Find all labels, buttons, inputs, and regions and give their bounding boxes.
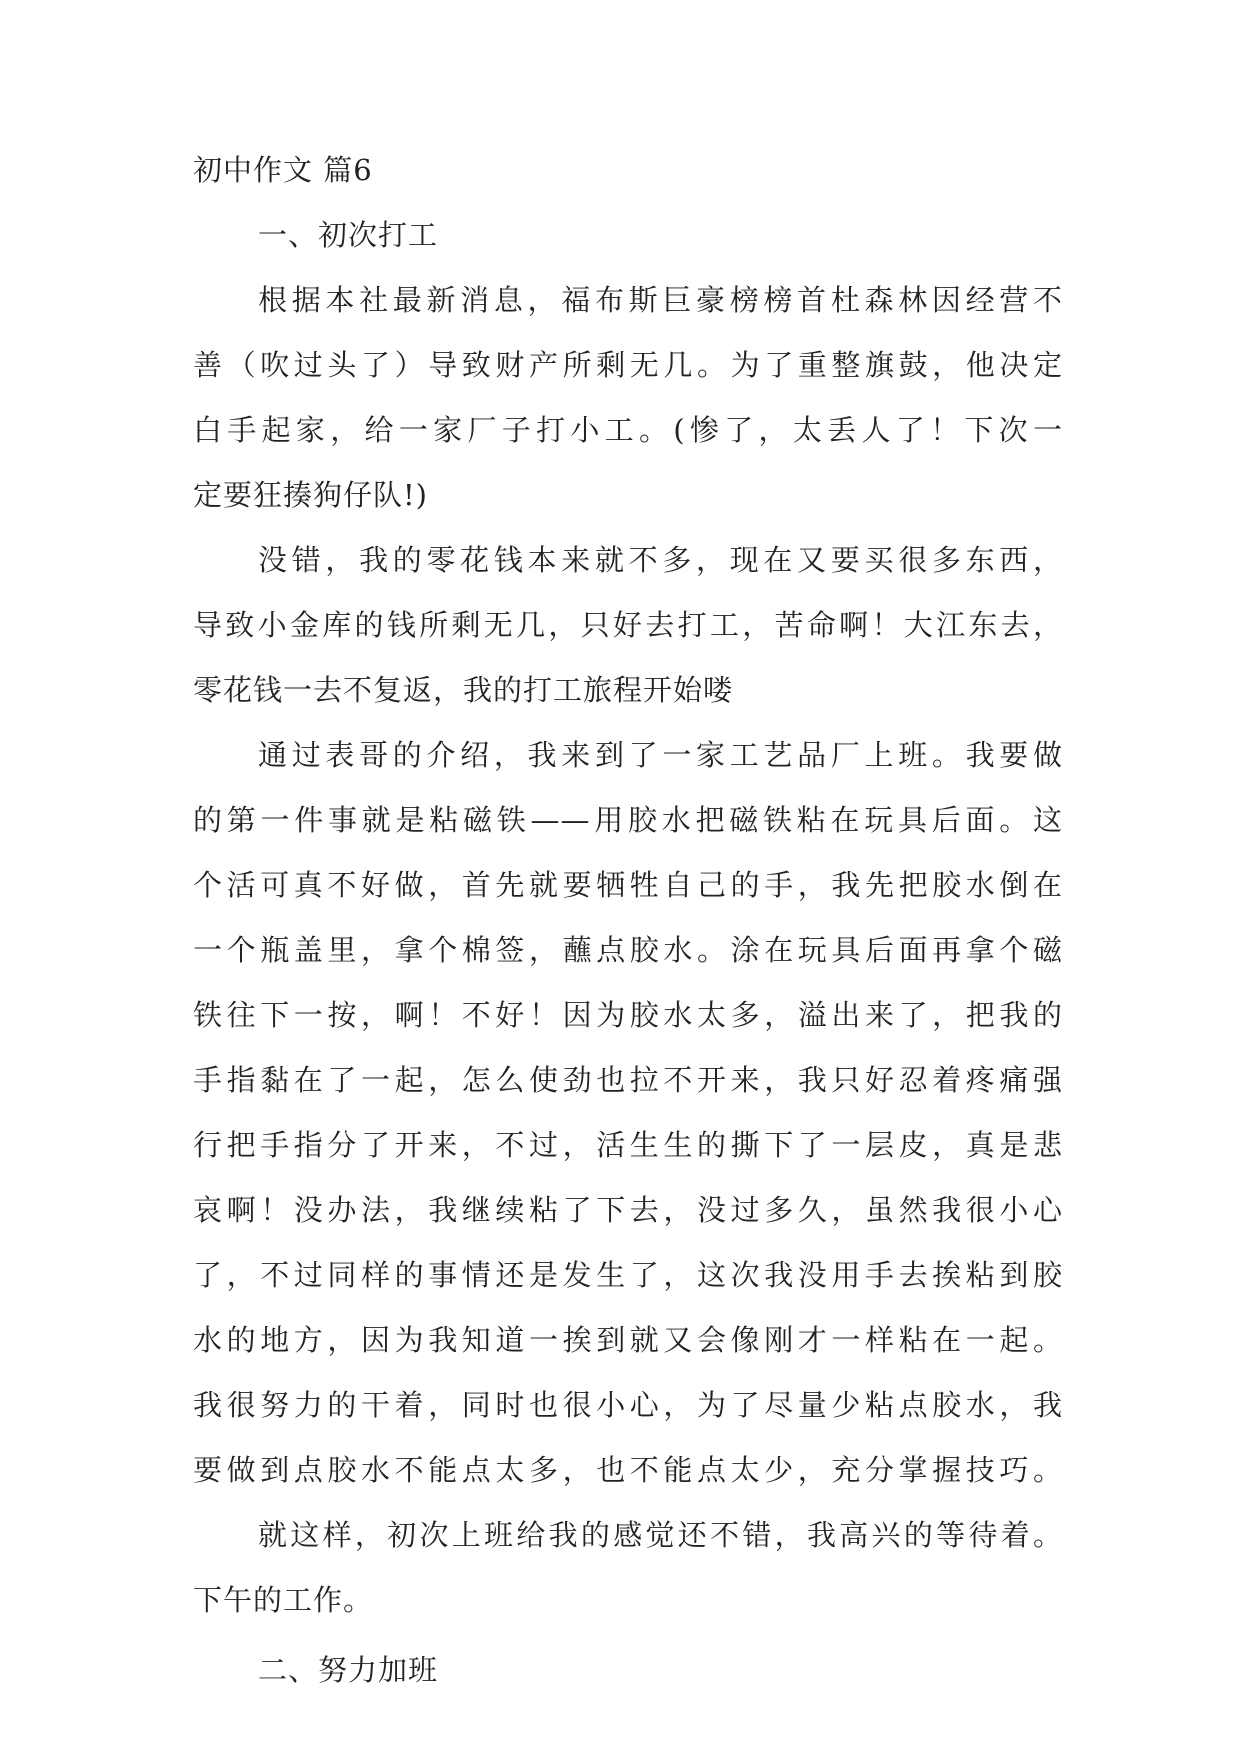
paragraph-line: 要做到点胶水不能点太多，也不能点太少，充分掌握技巧。 bbox=[193, 1453, 1063, 1487]
paragraph-line: 定要狂揍狗仔队!) bbox=[193, 478, 428, 512]
paragraph-line: 的第一件事就是粘磁铁——用胶水把磁铁粘在玩具后面。这 bbox=[193, 803, 1063, 837]
paragraph-line: 铁往下一按，啊！不好！因为胶水太多，溢出来了，把我的 bbox=[193, 998, 1063, 1032]
paragraph-line: 根据本社最新消息，福布斯巨豪榜榜首杜森林因经营不 bbox=[258, 283, 1063, 317]
paragraph-line: 通过表哥的介绍，我来到了一家工艺品厂上班。我要做 bbox=[258, 738, 1063, 772]
paragraph-line: 善（吹过头了）导致财产所剩无几。为了重整旗鼓，他决定 bbox=[193, 348, 1063, 382]
paragraph-line: 个活可真不好做，首先就要牺牲自己的手，我先把胶水倒在 bbox=[193, 868, 1063, 902]
paragraph-line: 水的地方，因为我知道一挨到就又会像刚才一样粘在一起。 bbox=[193, 1323, 1063, 1357]
paragraph-line: 就这样，初次上班给我的感觉还不错，我高兴的等待着。 bbox=[258, 1518, 1063, 1552]
paragraph-line: 我很努力的干着，同时也很小心，为了尽量少粘点胶水，我 bbox=[193, 1388, 1063, 1422]
paragraph-line: 没错，我的零花钱本来就不多，现在又要买很多东西， bbox=[258, 543, 1063, 577]
paragraph-line: 行把手指分了开来，不过，活生生的撕下了一层皮，真是悲 bbox=[193, 1128, 1063, 1162]
paragraph-line: 哀啊！没办法，我继续粘了下去，没过多久，虽然我很小心 bbox=[193, 1193, 1063, 1227]
paragraph-line: 零花钱一去不复返，我的打工旅程开始喽 bbox=[193, 673, 734, 707]
paragraph-line: 白手起家，给一家厂子打小工。(惨了，太丢人了！下次一 bbox=[193, 413, 1063, 447]
paragraph-line: 了，不过同样的事情还是发生了，这次我没用手去挨粘到胶 bbox=[193, 1258, 1063, 1292]
document-title: 初中作文 篇6 bbox=[193, 153, 373, 187]
section-heading-1: 一、初次打工 bbox=[258, 218, 439, 252]
paragraph-line: 手指黏在了一起，怎么使劲也拉不开来，我只好忍着疼痛强 bbox=[193, 1063, 1063, 1097]
section-heading-2: 二、努力加班 bbox=[258, 1653, 439, 1687]
paragraph-line: 一个瓶盖里，拿个棉签，蘸点胶水。涂在玩具后面再拿个磁 bbox=[193, 933, 1063, 967]
paragraph-line: 下午的工作。 bbox=[193, 1583, 374, 1617]
paragraph-line: 导致小金库的钱所剩无几，只好去打工，苦命啊！大江东去， bbox=[193, 608, 1063, 642]
